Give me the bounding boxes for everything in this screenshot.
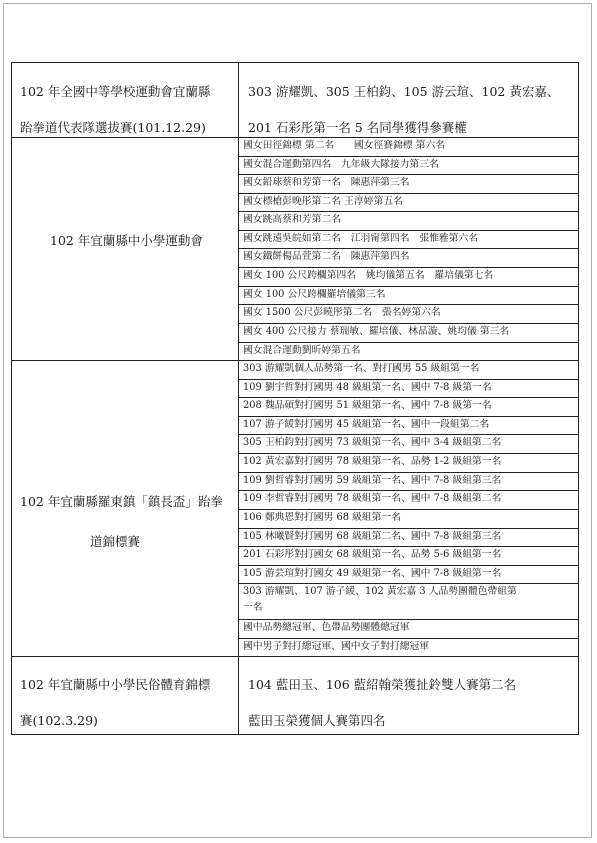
result-row: 國女鐵餅楊品萱第二名 陳惠萍第四名: [243, 251, 410, 262]
result-row: 國女田徑錦標 第二名 國女徑賽錦標 第六名: [243, 140, 446, 151]
sub-row-divider: [238, 286, 579, 287]
event-line: 102 年宜蘭縣中小學運動會: [50, 233, 203, 248]
result-row: 國女標槍彭晚彤第二名 王淳婷第五名: [243, 196, 403, 207]
result-row: 109 劉宇哲對打國男 48 級組第一名、國中 7-8 級第一名: [243, 382, 492, 393]
result-row: 國中品勢總冠軍、色帶品勢團體總冠軍: [243, 622, 410, 633]
event-line: 102 年全國中等學校運動會宜蘭縣: [20, 84, 211, 99]
sub-row-divider: [238, 379, 579, 380]
result-row: 305 王柏鈞對打國男 73 級組第一名、國中 3-4 級組第二名: [243, 437, 502, 448]
result-line: 303 游耀凱、305 王柏鈞、105 游云瑄、102 黃宏嘉、: [248, 84, 560, 99]
result-row: 國中男子對打總冠軍、國中女子對打總冠軍: [243, 641, 430, 652]
result-folk-sports: [248, 667, 516, 739]
column-divider: [238, 62, 239, 735]
sub-row-divider: [238, 156, 579, 157]
event-name-national-selection: [20, 74, 245, 146]
sub-row-divider: [238, 342, 579, 343]
result-line: 104 藍田玉、106 藍紹翰榮獲扯鈴雙人賽第二名: [248, 677, 517, 692]
result-row: 國女混合運動劉昕婷第五名: [243, 345, 361, 356]
row-divider: [11, 360, 579, 361]
sub-row-divider: [238, 397, 579, 398]
sub-row-divider: [238, 211, 579, 212]
event-line: 賽(102.3.29): [20, 713, 98, 728]
sub-row-divider: [238, 230, 579, 231]
sub-row-divider: [238, 583, 579, 584]
result-line: 201 石彩彤第一名 5 名同學獲得參賽權: [248, 120, 467, 135]
result-row: 國女 100 公尺跨欄第四名 姚均儀第五名 羅培儀第七名: [243, 270, 494, 281]
event-line: 102 年宜蘭縣中小學民俗體育錦標: [20, 677, 211, 692]
result-row: 105 游芸瑄對打國女 49 級組第一名、國中 7-8 級組第一名: [243, 568, 502, 579]
sub-row-divider: [238, 546, 579, 547]
sub-row-divider: [238, 565, 579, 566]
event-name-folk-sports: [20, 667, 245, 739]
sub-row-divider: [238, 453, 579, 454]
event-name-county-sports-meet: [50, 231, 275, 249]
result-row: 109 劉哲睿對打國男 59 級組第一名、國中 7-8 級組第三名: [243, 475, 502, 486]
result-row: 國女鉛球蔡和芳第一名 陳惠萍第三名: [243, 177, 410, 188]
result-line: 藍田玉榮獲個人賽第四名: [248, 713, 386, 728]
result-row: 國女 400 公尺接力 蔡瑞敏、羅培儀、林品漩、姚均儀 第三名: [243, 326, 510, 337]
sub-row-divider: [238, 528, 579, 529]
event-line: 道錦標賽: [90, 534, 141, 549]
event-name-mayor-cup-taekwondo: [20, 482, 245, 562]
event-line: 102 年宜蘭縣羅東鎮「鎮長盃」跆拳: [20, 494, 223, 509]
sub-row-divider: [238, 416, 579, 417]
sub-row-divider: [238, 472, 579, 473]
result-row: 國女跳遠吳皖如第二名 江羽甯第四名 張惟雅第六名: [243, 233, 479, 244]
result-row: 國女混合運動第四名 九年級大隊接力第三名: [243, 159, 439, 170]
sub-row-divider: [238, 490, 579, 491]
sub-row-divider: [238, 509, 579, 510]
result-row: 國女跳高蔡和芳第二名: [243, 214, 341, 225]
sub-row-divider: [238, 638, 579, 639]
sub-row-divider: [238, 434, 579, 435]
sub-row-divider: [238, 304, 579, 305]
row-divider: [11, 656, 579, 657]
result-row: 208 魏品碩對打國男 51 級組第一名、國中 7-8 級第一名: [243, 400, 492, 411]
sub-row-divider: [238, 323, 579, 324]
result-row: 國女 1500 公尺彭曉彤第二名 張名婷第六名: [243, 307, 441, 318]
result-row: 106 鄭典恩對打國男 68 級組第一名: [243, 512, 402, 523]
result-national-selection: [248, 74, 559, 146]
result-row: 303 游耀凱、107 游子緩、102 黃宏嘉 3 人品勢團體色帶組第: [243, 586, 517, 597]
sub-row-divider: [238, 619, 579, 620]
result-row: 107 游子緩對打國男 45 級組第一名、國中一段組第二名: [243, 419, 490, 430]
result-row: 109 李哲睿對打國男 78 級組第一名、國中 7-8 級組第二名: [243, 493, 502, 504]
result-row: 201 石彩彤對打國女 68 級組第一名、品勢 5-6 級組第一名: [243, 549, 502, 560]
result-row: 105 林曦賢對打國男 68 級組第二名、國中 7-8 級組第三名: [243, 531, 502, 542]
sub-row-divider: [238, 267, 579, 268]
event-line: 跆拳道代表隊選拔賽(101.12.29): [20, 120, 206, 135]
sub-row-divider: [238, 248, 579, 249]
result-row: 102 黃宏嘉對打國男 78 級組第一名、品勢 1-2 級組第一名: [243, 456, 502, 467]
sub-row-divider: [238, 193, 579, 194]
result-row: 一名: [243, 602, 263, 613]
result-row: 國女 100 公尺跨欄羅培儀第三名: [243, 289, 386, 300]
sub-row-divider: [238, 174, 579, 175]
result-row: 303 游耀凱個人品勢第一名、對打國男 55 級組第一名: [243, 363, 480, 374]
